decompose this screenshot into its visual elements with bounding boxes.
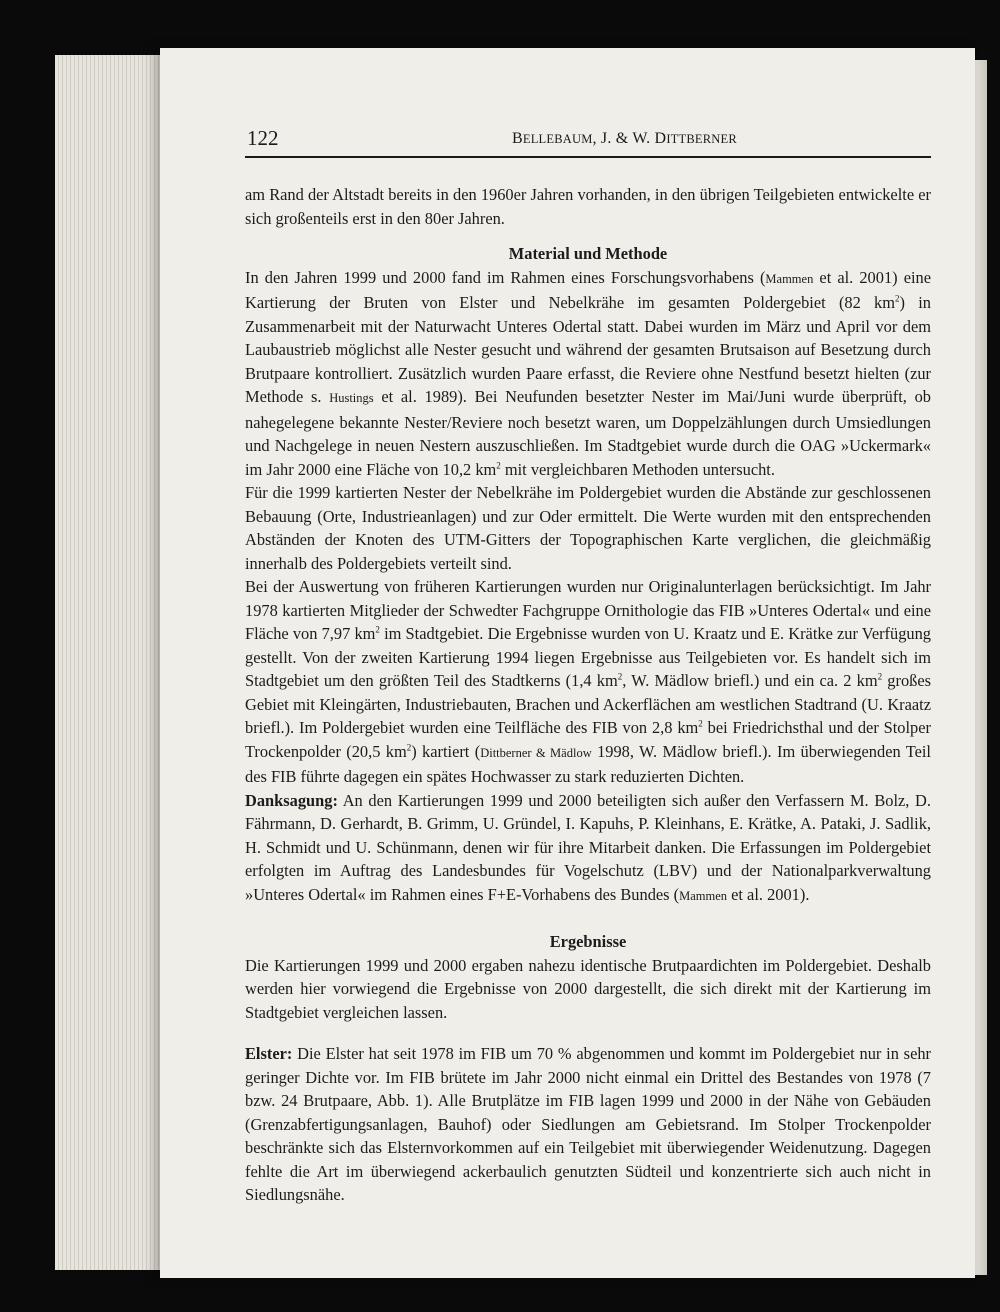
results-paragraph-1: Die Kartierungen 1999 und 2000 ergaben nahezu identische Brutpaardichten im Poldergebiet. Deshalb werden hier vorwiegend die Ergebnisse von 2000 dargestellt, die sich direkt mit der Kartierung im Stadtgebiet vergleichen lassen. — [245, 955, 931, 1022]
section-heading-results: Ergebnisse — [549, 932, 627, 951]
methods-paragraph-2: Für die 1999 kartierten Nester der Nebelkrähe im Poldergebiet wurden die Abstände zur geschlossenen Bebauung (Orte, Industrieanlagen) und zur Oder ermittelt. Die Werte wurden mit den entsprechenden Abständen der Knoten des UTM-Gitters der Topographischen Karte verglichen, die gleichmäßig innerhalb des Poldergebiets verteilt sind. — [245, 483, 931, 573]
methods-paragraph-1: In den Jahren 1999 und 2000 fand im Rahmen eines Forschungsvorhabens (Mammen et al. 2001) eine Kartierung der Bruten von Elster und Nebelkrähe im gesamten Poldergebiet (82 $km^2$) in Zusammenarbeit mit der Naturwacht Unteres Odertal statt. Dabei wurden im März und April vor dem Laubaustrieb möglichst alle Nester gesucht und während der gesamten Brutsaison auf Besetzung durch Brutpaare kontrolliert. Zusätzlich wurden Paare erfasst, die Reviere ohne Nestfund besetzt hielten (zur Methode s. Hustings et al. 1989). Bei Neufunden besetzter Nester im Mai/Juni wurde überprüft, ob nahegelegene bekannte Nester/Reviere noch besetzt waren, um Doppelzählungen durch Umsiedlungen und Nachgelege in neuen Nestern auszuschließen. Im Stadtgebiet wurde durch die OAG »Uckermark« im Jahr 2000 eine Fläche von 10,2 $km^2$ mit vergleichbaren Methoden untersucht. — [245, 267, 931, 479]
page-stack-edges — [55, 55, 175, 1270]
running-head: BELLEBAUM, J. & W. DITTBERNER — [512, 130, 737, 147]
page-header — [245, 126, 931, 158]
acknowledgements-paragraph: Danksagung: An den Kartierungen 1999 und 2000 beteiligten sich außer den Verfassern M. Bolz, D. Fährmann, D. Gerhardt, B. Grimm, U. Gründel, I. Kapuhs, P. Kleinhans, E. Krätke, A. Pataki, J. Sadlik, H. Schmidt und U. Schünmann, denen wir für ihre Mitarbeit danken. Die Erfassungen im Poldergebiet erfolgten im Auftrag des Landesbundes für Vogelschutz (LBV) und der Nationalparkverwaltung »Unteres Odertal« im Rahmen eines F+E-Vorhabens des Bundes (Mammen et al. 2001). — [245, 790, 931, 904]
results-paragraph-elster: Elster: Die Elster hat seit 1978 im FIB um 70 % abgenommen und kommt im Poldergebiet nur in sehr geringer Dichte vor. Im FIB brütete im Jahr 2000 nicht einmal ein Drittel des Bestandes von 1978 (7 bzw. 24 Brutpaare, Abb. 1). Alle Brutplätze im FIB lagen 1999 und 2000 in der Nähe von Gebäuden (Grenzabfertigungsanlagen, Bauhof) oder Siedlungen am Gebietsrand. Im Stolper Trockenpolder beschränkte sich das Elsternvorkommen auf ein Teilgebiet mit überwiegender Weidenutzung. Dagegen fehlte die Art im überwiegend ackerbaulich genutzten Südteil und konzentrierte sich auch nicht in Siedlungsnähe. — [245, 1044, 931, 1204]
page-number: 122 — [247, 126, 279, 150]
intro-paragraph: am Rand der Altstadt bereits in den 1960er Jahren vorhanden, in den übrigen Teilgebieten entwickelte er sich großenteils erst in den 80er Jahren. — [245, 185, 931, 228]
body-text — [245, 183, 931, 1207]
section-heading-methods: Material und Methode — [508, 244, 668, 263]
elster-label: Elster: — [245, 1044, 293, 1063]
acknowledgements-label: Danksagung: — [245, 790, 338, 810]
methods-paragraph-3: Bei der Auswertung von früheren Kartierungen wurden nur Originalunterlagen berücksichtigt. Im Jahr 1978 kartierten Mitglieder der Schwedter Fachgruppe Ornithologie das FIB »Unteres Odertal« und eine Fläche von 7,97 $km^2$ im Stadtgebiet. Die Ergebnisse wurden von U. Kraatz und E. Krätke zur Verfügung gestellt. Von der zweiten Kartierung 1994 liegen Ergebnisse aus Teilgebieten vor. Es handelt sich im Stadtgebiet um den größten Teil des Stadtkerns (1,4 $km^2$, W. Mädlow briefl.) und ein ca. 2 $km^2$ großes Gebiet mit Kleingärten, Industriebauten, Brachen und Ackerflächen am westlichen Stadtrand (U. Kraatz briefl.). Im Poldergebiet wurden eine Teilfläche des FIB von 2,8 $km^2$ bei Friedrichsthal und der Stolper Trockenpolder (20,5 $km^2$) kartiert (Dittberner & Mädlow 1998, W. Mädlow briefl.). Im überwiegenden Teil des FIB führte dagegen ein spätes Hochwasser zu stark reduzierten Dichten. — [245, 577, 932, 786]
